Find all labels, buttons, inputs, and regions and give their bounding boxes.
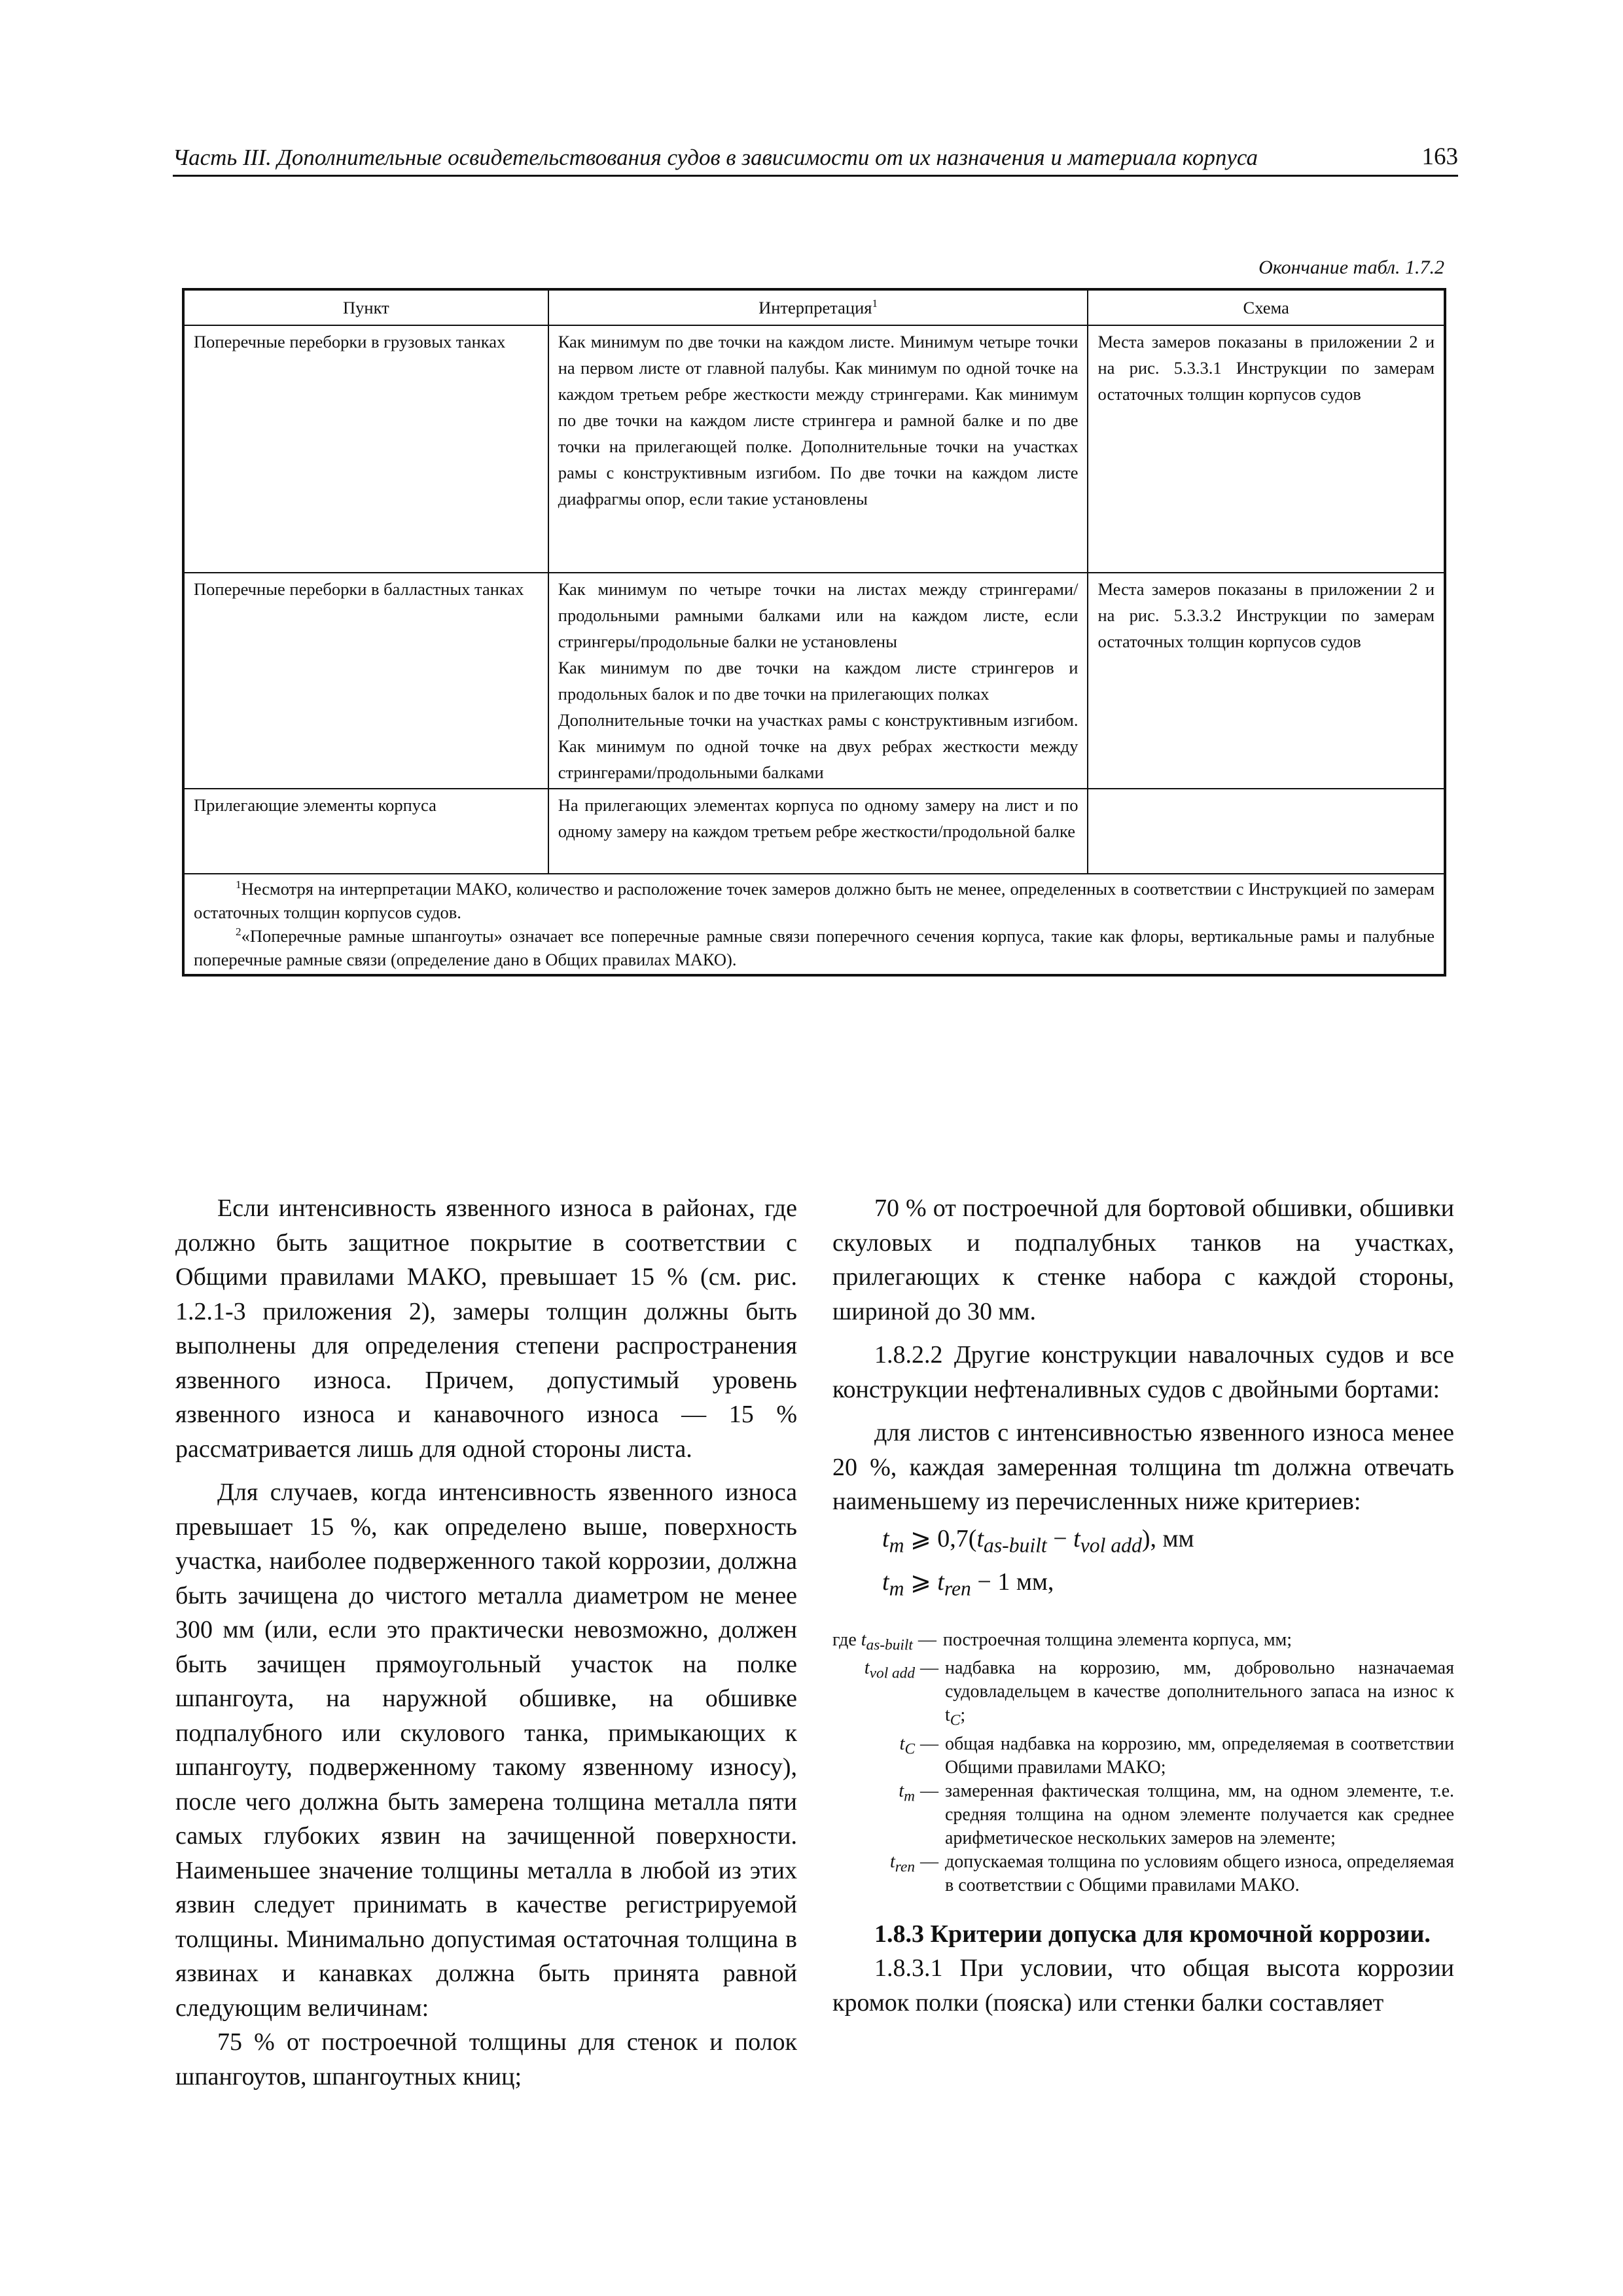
- table-row: [183, 325, 1445, 573]
- paragraph: 70 % от построечной для бортовой обшивки, обшивки скуловых и подпалубных танков на участках, прилегающих к стенке набора с каждой стороны, шириной до 30 мм.: [832, 1194, 1454, 1325]
- definition-item: где $t_{as-built}$ — построечная толщина элемента корпуса, мм;: [832, 1629, 1293, 1654]
- cell-item: Поперечные переборки в грузовых танках: [183, 325, 548, 573]
- running-title: Часть III. Дополнительные освидетельствования судов в зависимости от их назначения и материала корпуса: [173, 145, 1258, 170]
- formula-criterion-1: $t_m$ ⩾ $0,7(t_{as-built} - t_{vol add})$, мм: [882, 1524, 1194, 1557]
- column-header-interpretation: Интерпретация$^1$: [548, 289, 1088, 325]
- paragraph: 75 % от построечной толщины для стенок и полок шпангоутов, шпангоутных книц;: [175, 2028, 797, 2090]
- left-text-column: [175, 1191, 797, 2094]
- definition-item: $t_{vol add}$ — надбавка на коррозию, мм, добровольно назначаемая судовладельцем в качестве дополнительного запаса на износ к $t_C$;: [864, 1658, 1454, 1729]
- column-header-item: Пункт: [183, 289, 548, 325]
- section-title: Критерии допуска для кромочной коррозии.: [930, 1920, 1431, 1948]
- paragraph: Для случаев, когда интенсивность язвенного износа превышает 15 %, как определено выше, поверхность участка, наиболее подверженного такой коррозии, должна быть зачищена до чистого металла диаметром не менее 300 мм (или, если это практически невозможно, должен быть зачищен прямоугольный участок на полке шпангоута, на наружной обшивке, на обшивке подпалубного или скулового танка, примыкающих к шпангоуту, подверженному такому язвенному износу), после чего должна быть замерена толщина металла пяти самых глубоких язвин на зачищенной поверхности. Наименьшее значение толщины металла в любой из этих язвин следует принимать в качестве регистрируемой толщины. Минимально допустимая остаточная толщина в язвинах и канавках должна быть принята равной следующим величинам:: [175, 1479, 797, 2022]
- cell-interpretation: Как минимум по четыре точки на листах между стрингерами/продольными рамными балками или на каждом листе, если стрингеры/продольные балки не установлены Как минимум по две точки на каждом листе стрингеров и продольных балок и по две точки на прилегающих полках Дополнительные точки на участках рамы с конструктивным изгибом. Как минимум по одной точке на двух ребрах жесткости между стрингерами/продольными балками: [548, 573, 1088, 789]
- footnote-1: $^1$Несмотря на интерпретации МАКО, количество и расположение точек замеров должно быть не менее, определенных в соответствии с Инструкцией по замерам остаточных толщин корпусов судов.: [194, 878, 1435, 922]
- paragraph: для листов с интенсивностью язвенного износа менее 20 %, каждая замеренная толщина tm должна отвечать наименьшему из перечисленных ниже критериев:: [832, 1419, 1454, 1515]
- cell-scheme: Места замеров показаны в приложении 2 и на рис. 5.3.3.1 Инструкции по замерам остаточных толщин корпусов судов: [1088, 325, 1445, 573]
- clause-number: 1.8.2.2: [874, 1341, 943, 1369]
- column-header-scheme: Схема: [1088, 289, 1445, 325]
- definition-item: $t_m$ — замеренная фактическая толщина, мм, на одном элементе, т.е. средняя толщина на одном элементе получается как среднее арифметическое нескольких замеров на элементе;: [899, 1780, 1454, 1848]
- section-heading: [832, 1917, 1454, 1952]
- interpretation-table: [182, 288, 1446, 977]
- running-header: [173, 143, 1458, 177]
- cell-scheme: Места замеров показаны в приложении 2 и на рис. 5.3.3.2 Инструкции по замерам остаточных толщин корпусов судов: [1088, 573, 1445, 789]
- symbol-definitions: [832, 1628, 1454, 1897]
- table-row: [183, 789, 1445, 874]
- table-row: [183, 573, 1445, 789]
- right-text-column: [832, 1191, 1454, 2020]
- paragraph: 1.8.2.2 Другие конструкции навалочных судов и все конструкции нефтеналивных судов с двойными бортами:: [832, 1341, 1454, 1403]
- table-continuation-label: Окончание табл. 1.7.2: [1258, 257, 1444, 278]
- paragraph: 1.8.3.1 При условии, что общая высота коррозии кромок полки (пояска) или стенки балки составляет: [832, 1954, 1454, 2017]
- paragraph: Если интенсивность язвенного износа в районах, где должно быть защитное покрытие в соответствии с Общими правилами МАКО, превышает 15 % (см. рис. 1.2.1-3 приложения 2), замеры толщин должны быть выполнены для определения степени распространения язвенного износа. Причем, допустимый уровень язвенного износа и канавочного износа — 15 % рассматривается лишь для одной стороны листа.: [175, 1194, 797, 1463]
- cell-scheme: [1088, 789, 1445, 874]
- formula-criterion-2: $t_m$ ⩾ $t_{ren} - 1$ мм,: [882, 1568, 1054, 1600]
- table-footnotes: [183, 874, 1445, 975]
- footnote-2: $^2$«Поперечные рамные шпангоуты» означает все поперечные рамные связи поперечного сечения корпуса, такие как флоры, вертикальные рамы и палубные поперечные рамные связи (определение дано в Общих правилах МАКО).: [194, 925, 1435, 969]
- cell-item: Прилегающие элементы корпуса: [183, 789, 548, 874]
- definition-item: $t_C$ — общая надбавка на коррозию, мм, определяемая в соответствии Общими правилами МАКО;: [899, 1733, 1454, 1778]
- section-number: 1.8.3: [874, 1920, 924, 1948]
- table-header-row: [183, 289, 1445, 325]
- cell-interpretation: Как минимум по две точки на каждом листе. Минимум четыре точки на первом листе от главной палубы. Как минимум по одной точке на каждом третьем ребре жесткости между стрингерами. Как минимум по две точки на каждом листе стрингера и рамной балке и по две точки на прилегающей полке. Дополнительные точки на участках рамы с конструктивным изгибом. По две точки на каждом листе диафрагмы опор, если такие установлены: [548, 325, 1088, 573]
- cell-item: Поперечные переборки в балластных танках: [183, 573, 548, 789]
- clause-number: 1.8.3.1: [874, 1954, 943, 1982]
- page-number: 163: [1421, 143, 1458, 170]
- definition-item: $t_{ren}$ — допускаемая толщина по условиям общего износа, определяемая в соответствии с Общими правилами МАКО.: [889, 1851, 1454, 1895]
- cell-interpretation: На прилегающих элементах корпуса по одному замеру на лист и по одному замеру на каждом третьем ребре жесткости/продольной балке: [548, 789, 1088, 874]
